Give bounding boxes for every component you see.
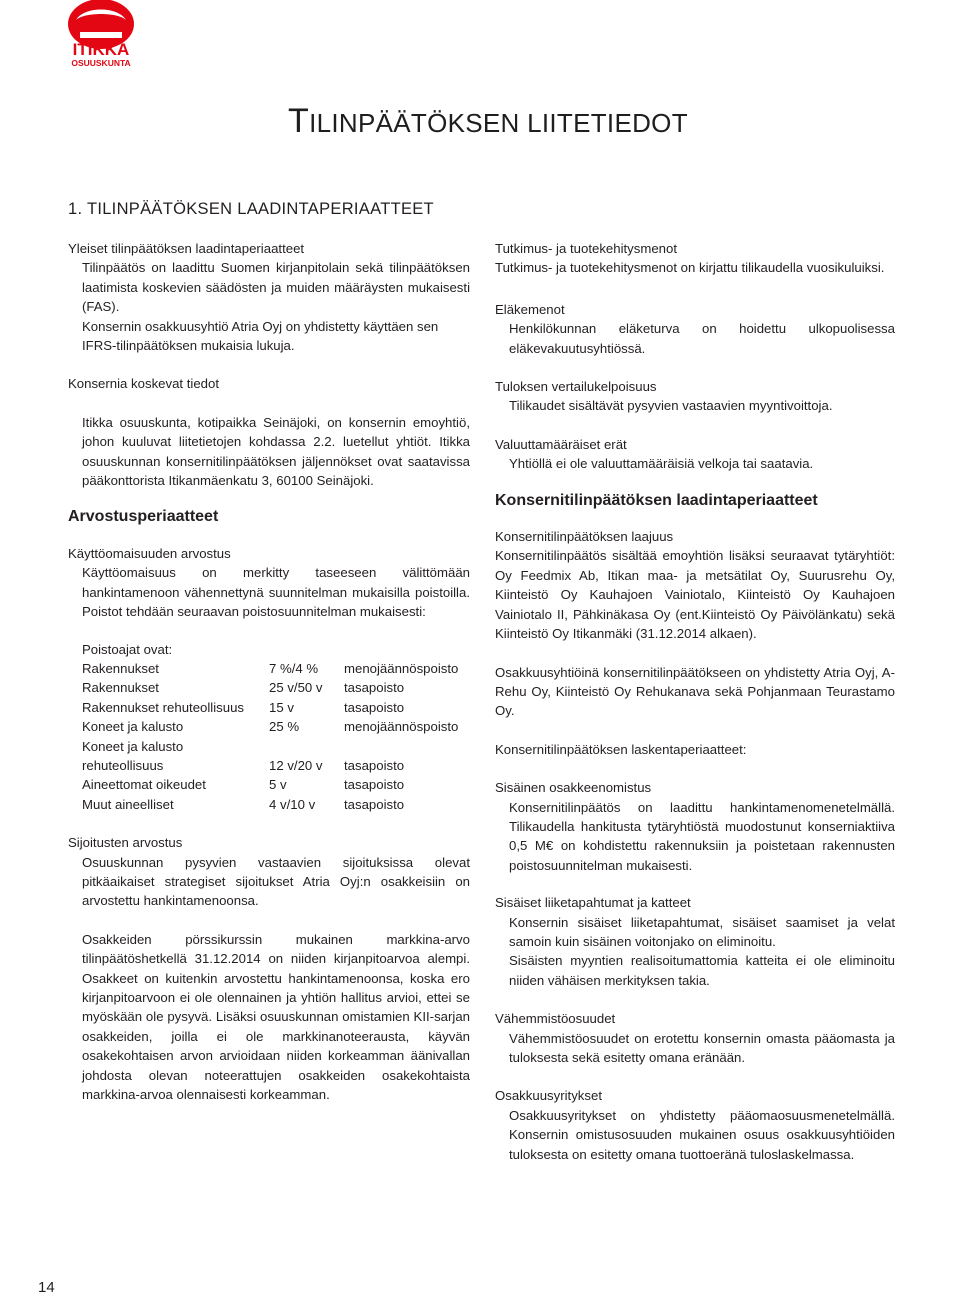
table-row bbox=[82, 737, 458, 756]
kayttoomaisuus-heading: Käyttöomaisuuden arvostus bbox=[68, 545, 231, 561]
rate-cell: 7 %/4 % bbox=[269, 660, 319, 676]
liiketapahtumat-paragraph-2: Sisäisten myyntien realisoitumattomia katteita ei ole eliminoitu niiden vähäisen merkityksen takia. bbox=[509, 953, 895, 988]
table-row bbox=[82, 717, 458, 736]
logo-osuuskunta-text: OSUUSKUNTA bbox=[71, 58, 131, 68]
asset-cell: Rakennukset rehuteollisuus bbox=[82, 699, 245, 715]
table-row bbox=[82, 756, 458, 775]
sijoitusten-heading: Sijoitusten arvostus bbox=[68, 835, 183, 851]
section-title: 1. TILINPÄÄTÖKSEN LAADINTAPERIAATTEET bbox=[68, 200, 434, 218]
tutkimus-paragraph: Tutkimus- ja tuotekehitysmenot on kirjattu tilikaudella vuosikuluiksi. bbox=[495, 260, 885, 276]
sijoitusten-paragraph-2: Osakkeiden pörssikurssin mukainen markkina-arvo tilinpäätöshetkellä 31.12.2014 on niiden kirjanpitoarvoa alempi. Osakkeet on kuitenkin arvostettu hankintamenoonsa, koska ero kirjanpitoarvoon ei ole olennainen ja yhtiön hallitus arvioi, ettei se myöskään ole pysyvä. Lisäksi osuuskunnan omistamien KII-sarjan osakkeiden, joilla ei ole markkinanoteerausta, käyvän osakekohtaisen arvon arvioidaan niiden korkeamman äänivallan johdosta olevan noteerattujen osakkeiden osakekohtaista markkina-arvoa olennaisesti korkeamman. bbox=[82, 931, 470, 1103]
konsernia-paragraph: Itikka osuuskunta, kotipaikka Seinäjoki, on konsernin emoyhtiö, johon kuuluvat liitetietojen kohdassa 2.2. luetellut yhtiöt. Itikka osuuskunnan konsernitilinpäätöksen jäljennökset ovat saatavissa pääkonttorista Itikanmäenkatu 3, 60100 Seinäjoki. bbox=[82, 414, 470, 489]
sijoitusten-paragraph-1: Osuuskunnan pysyvien vastaavien sijoituksissa olevat pitkäaikaiset strategiset sijoitukset Atria Oyj:n osakkeisiin on arvostettu hankintamenoonsa. bbox=[82, 854, 470, 909]
laskenta-heading: Konsernitilinpäätöksen laskentaperiaatteet: bbox=[495, 741, 747, 757]
laajuus-heading: Konsernitilinpäätöksen laajuus bbox=[495, 529, 674, 545]
osakkuus-paragraph: Osakkuusyritykset on yhdistetty pääomaosuusmenetelmällä. Konsernin omistusosuuden mukainen osuus osakkuusyhtiöiden tuloksesta on esitetty omana tuottoeränä tuloslaskelmassa. bbox=[509, 1107, 895, 1162]
rate-cell: 25 % bbox=[269, 719, 300, 735]
asset-cell: Muut aineelliset bbox=[82, 796, 174, 812]
yleiset-paragraph-2: Konsernin osakkuusyhtiö Atria Oyj on yhdistetty käyttäen sen IFRS-tilinpäätöksen mukaisia lukuja. bbox=[82, 318, 439, 354]
sisainen-heading: Sisäinen osakkeenomistus bbox=[495, 780, 652, 796]
asset-cell: Rakennukset bbox=[82, 680, 159, 696]
liiketapahtumat-heading: Sisäiset liiketapahtumat ja katteet bbox=[495, 895, 691, 911]
method-cell: menojäännöspoisto bbox=[344, 719, 459, 735]
osakkuus-heading: Osakkuusyritykset bbox=[495, 1088, 602, 1104]
rate-cell: 5 v bbox=[269, 777, 287, 793]
laajuus-paragraph-2: Osakkuusyhtiöinä konsernitilinpäätökseen on yhdistetty Atria Oyj, A-Rehu Oy, Kiinteistö Oy Rehukanava sekä Pohjanmaan Teurastamo Oy. bbox=[495, 664, 895, 719]
itikka-logo bbox=[62, 0, 140, 70]
vahemmisto-paragraph: Vähemmistöosuudet on erotettu konsernin omasta pääomasta ja tuloksesta sekä esitetty omana eränään. bbox=[509, 1030, 895, 1065]
right-column bbox=[495, 239, 895, 1164]
method-cell: tasapoisto bbox=[344, 796, 405, 812]
rate-cell: 12 v/20 v bbox=[269, 757, 323, 773]
sisainen-paragraph: Konsernitilinpäätös on laadittu hankintamenomenetelmällä. Tilikaudella hankitusta tytäryhtiöstä muodostunut konserniaktiiva 0,5 M€ on kohdistettu rakennuksiin ja poistetaan rakennusten poistosuunnitelman mukaisesti. bbox=[509, 799, 895, 873]
rate-cell: 25 v/50 v bbox=[269, 680, 323, 696]
asset-cell: Rakennukset bbox=[82, 660, 159, 676]
kayttoomaisuus-paragraph: Käyttöomaisuus on merkitty taseeseen välittömään hankintamenoon vähennettynä suunnitelman mukaisilla poistoilla. Poistot tehdään seuraavan poistosuunnitelman mukaisesti: bbox=[82, 565, 470, 620]
yleiset-paragraph-1: Tilinpäätös on laadittu Suomen kirjanpitolain sekä tilinpäätöksen laatimista koskevien säädösten ja muiden määräysten mukaisesti (FAS). bbox=[82, 260, 470, 315]
method-cell: tasapoisto bbox=[344, 777, 405, 793]
method-cell: menojäännöspoisto bbox=[344, 660, 459, 676]
tutkimus-heading: Tutkimus- ja tuotekehitysmenot bbox=[495, 241, 678, 256]
konsernia-heading: Konsernia koskevat tiedot bbox=[68, 376, 220, 392]
logo-white-band bbox=[80, 32, 122, 38]
depreciation-table bbox=[82, 659, 458, 814]
asset-cell: Koneet ja kalusto bbox=[82, 738, 184, 754]
asset-cell: rehuteollisuus bbox=[82, 757, 164, 773]
vahemmisto-heading: Vähemmistöosuudet bbox=[495, 1011, 616, 1027]
liiketapahtumat-paragraph-1: Konsernin sisäiset liiketapahtumat, sisäiset saamiset ja velat samoin kuin sisäinen voitonjako on eliminoitu. bbox=[509, 914, 895, 949]
valuutta-paragraph: Yhtiöllä ei ole valuuttamääräisiä velkoja tai saatavia. bbox=[509, 456, 814, 472]
table-row bbox=[82, 659, 458, 678]
asset-cell: Koneet ja kalusto bbox=[82, 719, 184, 735]
method-cell bbox=[344, 737, 458, 756]
logo-itikka-text: ITIKKA bbox=[72, 40, 130, 59]
arvostus-heading: Arvostusperiaatteet bbox=[68, 508, 219, 526]
yleiset-heading: Yleiset tilinpäätöksen laadintaperiaatteet bbox=[68, 241, 305, 256]
table-row bbox=[82, 698, 458, 717]
table-row bbox=[82, 678, 458, 697]
poistoajat-heading: Poistoajat ovat: bbox=[82, 641, 173, 657]
page-title-rest: ILINPÄÄTÖKSEN LIITETIEDOT bbox=[309, 108, 688, 138]
rate-cell bbox=[269, 737, 344, 756]
vertailu-paragraph: Tilikaudet sisältävät pysyvien vastaavien myyntivoittoja. bbox=[509, 398, 833, 414]
laajuus-paragraph-1: Konsernitilinpäätös sisältää emoyhtiön lisäksi seuraavat tytäryhtiöt: Oy Feedmix Ab, Itikan maa- ja metsätilat Oy, Suurusrehu Oy, Kiinteistö Oy Kauhajoen Vainiotalo, Kiinteistö Oy Kauhajoen Vainiotalo II, Pähkinäkasa Oy (ent.Kiinteistö Oy Päivölänkatu) sekä Kiinteistö Oy Itikanmäki (31.12.2014 alkaen). bbox=[495, 548, 895, 642]
elake-heading: Eläkemenot bbox=[495, 301, 565, 317]
page-number: 14 bbox=[38, 1279, 55, 1296]
method-cell: tasapoisto bbox=[344, 699, 405, 715]
method-cell: tasapoisto bbox=[344, 680, 405, 696]
table-row bbox=[82, 775, 458, 794]
rate-cell: 15 v bbox=[269, 699, 294, 715]
table-row bbox=[82, 795, 458, 814]
page-title-initial: T bbox=[288, 102, 310, 140]
konserni-heading: Konsernitilinpäätöksen laadintaperiaatteet bbox=[495, 491, 818, 509]
vertailu-heading: Tuloksen vertailukelpoisuus bbox=[495, 379, 657, 395]
elake-paragraph: Henkilökunnan eläketurva on hoidettu ulkopuolisessa eläkevakuutusyhtiössä. bbox=[509, 321, 895, 356]
method-cell: tasapoisto bbox=[344, 757, 405, 773]
page-title bbox=[288, 102, 688, 141]
valuutta-heading: Valuuttamääräiset erät bbox=[495, 436, 627, 452]
rate-cell: 4 v/10 v bbox=[269, 796, 316, 812]
asset-cell: Aineettomat oikeudet bbox=[82, 777, 206, 793]
left-column bbox=[68, 239, 470, 1104]
